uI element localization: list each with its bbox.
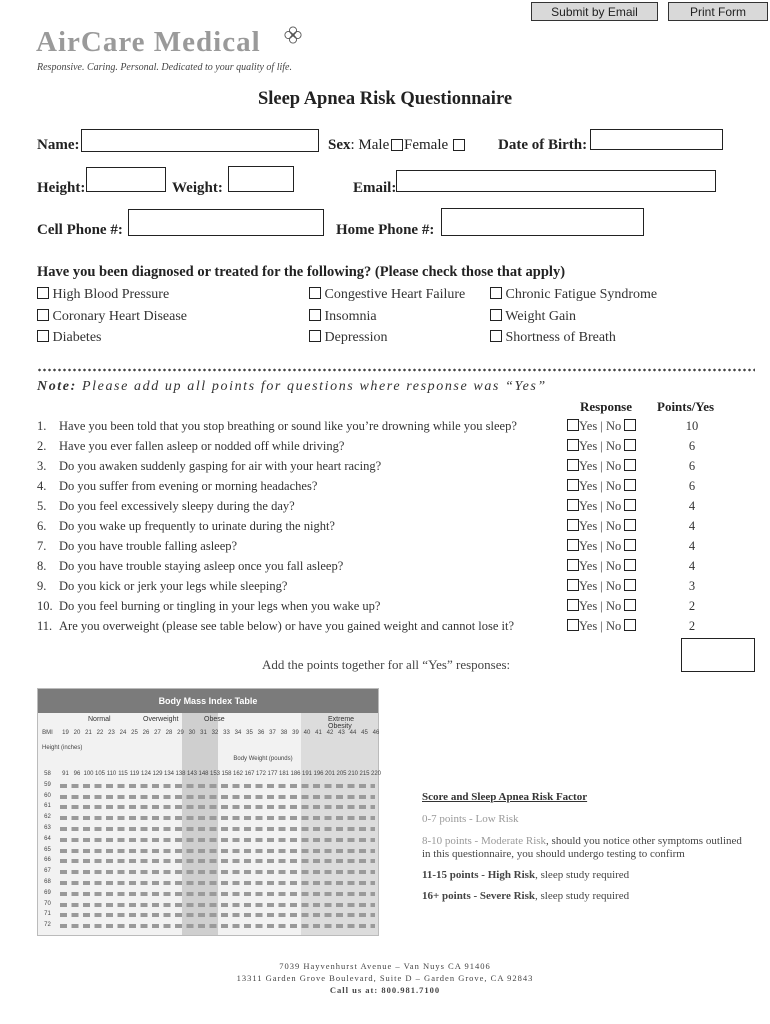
bmi-weight: 196 [313,771,324,777]
bmi-height: 58 [44,771,51,777]
question-number: 10. [37,599,53,613]
question-4-response: Yes | No [567,479,636,494]
question-1 [37,419,517,434]
no-label: No [605,459,622,473]
bmi-value: 34 [234,730,242,736]
home-phone-label: Home Phone #: [336,222,435,238]
bmi-value: 33 [223,730,230,736]
email-label: Email: [353,180,397,196]
bmi-weight-values-blurred [60,816,375,820]
bmi-height: 66 [44,857,51,864]
sex-male-checkbox[interactable] [391,139,403,151]
bmi-value: 39 [292,730,299,736]
bmi-value: 45 [361,730,368,736]
bmi-weight: 105 [94,771,105,777]
bmi-weight-values-blurred [60,838,375,842]
email-input[interactable] [396,170,716,192]
bmi-weight: 201 [324,771,335,777]
condition-insomnia[interactable]: Insomnia [309,309,377,325]
no-label: No [605,419,622,433]
bmi-weight: 129 [152,771,163,777]
question-text: Do you awaken suddenly gasping for air with your heart racing? [59,459,382,473]
question-1-response: Yes | No [567,419,636,434]
bmi-weight-values-blurred [60,784,375,788]
question-1-points: 10 [685,419,699,433]
bmi-height: 70 [44,900,51,907]
bmi-height: 65 [44,846,51,853]
question-6-response: Yes | No [567,519,636,534]
question-number: 8. [37,559,47,573]
checkbox[interactable] [309,309,321,321]
bmi-value: 36 [257,730,265,736]
sex-female-label: Female [404,137,449,153]
question-10 [37,599,380,614]
bmi-height: 59 [44,781,51,788]
question-3-points: 6 [688,459,696,473]
bmi-height: 63 [44,825,51,831]
bmi-weight-values-blurred [60,924,375,928]
bmi-category-overweight: Overweight [143,716,179,723]
bmi-weight: 186 [290,771,301,777]
yes-checkbox[interactable] [567,599,579,611]
bmi-value: 19 [62,730,69,736]
bmi-value: 31 [200,730,207,736]
bmi-weight-values-blurred [60,827,375,831]
yes-checkbox[interactable] [567,619,579,631]
bmi-height: 68 [44,879,51,885]
yes-label: Yes [579,459,598,473]
yes-label: Yes [579,479,598,493]
submit-by-email-button[interactable]: Submit by Email [531,2,658,21]
question-8-points: 4 [688,559,696,573]
bmi-weight: 205 [336,771,347,777]
question-5-points: 4 [688,499,696,513]
no-checkbox[interactable] [624,619,636,631]
question-3 [37,459,381,474]
no-checkbox[interactable] [624,599,636,611]
no-checkbox[interactable] [624,479,636,491]
question-text: Do you feel burning or tingling in your legs when you wake up? [59,599,381,613]
question-10-points: 2 [688,599,696,613]
condition-congestive-heart-failure[interactable]: Congestive Heart Failure [309,287,465,303]
question-text: Do you kick or jerk your legs while sleeping? [59,579,288,593]
no-label: No [605,519,622,533]
question-7-response: Yes | No [567,539,636,554]
bmi-weight: 124 [140,771,151,777]
question-2-points: 6 [688,439,696,453]
bmi-value: 20 [73,730,81,736]
condition-diabetes[interactable]: Diabetes [37,330,101,346]
bmi-height: 64 [44,835,51,842]
brand-logo: AirCare Medical [36,26,261,58]
bmi-value: 40 [303,730,311,736]
bmi-value: 35 [246,730,253,736]
question-number: 6. [37,519,47,533]
yes-label: Yes [579,499,598,513]
no-label: No [605,579,622,593]
no-label: No [605,539,622,553]
question-9 [37,579,287,594]
bmi-value: 32 [211,730,219,736]
footer-address-1: 7039 Hayvenhurst Avenue – Van Nuys CA 91406 [279,961,491,971]
risk-low: 0-7 points - Low Risk [422,813,519,825]
bmi-value: 46 [372,730,380,736]
question-text: Do you suffer from evening or morning headaches? [59,479,318,493]
no-checkbox[interactable] [624,459,636,471]
bmi-height: 62 [44,814,51,821]
footer-address-2: 13311 Garden Grove Boulevard, Suite D – Garden Grove, CA 92843 [236,973,534,983]
height-input[interactable] [86,167,166,192]
yes-label: Yes [579,599,598,613]
bmi-weight-values-blurred [60,849,375,853]
condition-coronary-heart-disease[interactable]: Coronary Heart Disease [37,309,187,325]
checkbox[interactable] [37,287,49,299]
bmi-weight: 153 [209,771,220,777]
bmi-category-obese: Obese [204,716,225,723]
bmi-height: 67 [44,868,51,875]
bmi-weight: 115 [118,771,128,777]
question-text: Do you have trouble falling asleep? [59,539,238,553]
checkbox[interactable] [309,287,321,299]
no-checkbox[interactable] [624,539,636,551]
bmi-weight: 210 [347,771,358,777]
bmi-category-extreme: Extreme Obesity [328,716,355,730]
question-number: 5. [37,499,47,513]
no-label: No [605,619,622,633]
bmi-weight: 172 [255,771,266,777]
yes-label: Yes [579,559,598,573]
yes-checkbox[interactable] [567,439,579,451]
no-checkbox[interactable] [624,579,636,591]
question-2-response: Yes | No [567,439,636,454]
condition-shortness-of-breath[interactable]: Shortness of Breath [490,330,616,346]
bmi-value: 28 [165,730,173,736]
question-7 [37,539,237,554]
weight-label: Weight: [172,180,223,196]
question-number: 1. [37,419,47,433]
question-5-response: Yes | No [567,499,636,514]
question-2 [37,439,344,454]
bmi-weight: 110 [106,771,117,777]
yes-label: Yes [579,519,598,533]
no-label: No [605,499,622,513]
bmi-value: 42 [326,730,334,736]
yes-checkbox[interactable] [567,539,579,551]
total-label: Add the points together for all “Yes” responses: [262,657,511,672]
yes-label: Yes [579,419,598,433]
question-8-response: Yes | No [567,559,636,574]
bmi-value: 37 [269,730,276,736]
checkbox[interactable] [490,309,502,321]
no-label: No [605,479,622,493]
question-6-points: 4 [688,519,696,533]
bmi-value: 25 [131,730,138,736]
question-text: Have you been told that you stop breathing or sound like you’re drowning while you sleep? [59,419,517,433]
no-label: No [605,559,622,573]
risk-severe: 16+ points - Severe Risk, sleep study required [422,890,630,902]
flower-logo-icon [284,26,302,44]
name-input[interactable] [81,129,319,152]
bmi-height: 69 [44,889,51,896]
question-number: 3. [37,459,47,473]
question-9-points: 3 [688,579,696,593]
yes-label: Yes [579,539,598,553]
bmi-weight: 177 [267,771,278,777]
bmi-height: 61 [44,803,51,810]
dob-label: Date of Birth: [498,137,588,153]
no-checkbox[interactable] [624,499,636,511]
question-11-points: 2 [688,619,696,633]
bmi-value: 41 [315,730,322,736]
condition-weight-gain[interactable]: Weight Gain [490,309,576,325]
checkbox[interactable] [490,287,502,299]
yes-label: Yes [579,579,598,593]
total-points-input[interactable] [681,638,755,672]
bmi-weight-values-blurred [60,913,375,917]
bmi-weight: 215 [359,771,370,777]
yes-checkbox[interactable] [567,519,579,531]
note: Note: Please add up all points for questions where response was “Yes” [37,379,547,394]
question-3-response: Yes | No [567,459,636,474]
no-checkbox[interactable] [624,419,636,431]
question-4-points: 6 [688,479,696,493]
bmi-value: 26 [142,730,150,736]
footer-phone: Call us at: 800.981.7100 [329,985,441,995]
print-form-button[interactable]: Print Form [668,2,768,21]
no-label: No [605,439,622,453]
question-number: 7. [37,539,47,553]
sex-female-checkbox[interactable] [453,139,465,151]
cell-phone-label: Cell Phone #: [37,222,123,238]
risk-title: Score and Sleep Apnea Risk Factor [422,791,588,803]
cell-phone-input[interactable] [128,209,324,236]
question-text: Have you ever fallen asleep or nodded off while driving? [59,439,345,453]
no-label: No [605,599,622,613]
yes-label: Yes [579,439,598,453]
question-text: Do you feel excessively sleepy during the day? [59,499,295,513]
points-column-header: Points/Yes [657,399,715,414]
dob-input[interactable] [590,129,723,150]
checkbox[interactable] [37,309,49,321]
question-text: Do you wake up frequently to urinate during the night? [59,519,335,533]
bmi-weight: 119 [129,771,140,777]
bmi-weight: 134 [163,771,174,777]
bmi-value: 27 [154,730,161,736]
bmi-value: 43 [338,730,345,736]
bmi-weight-values-blurred [60,903,375,907]
bmi-value: 44 [349,730,357,736]
question-7-points: 4 [688,539,696,553]
dotted-divider [37,368,755,372]
brand-tagline: Responsive. Caring. Personal. Dedicated to your quality of life. [37,62,292,73]
bmi-height: 60 [44,792,51,799]
question-number: 11. [37,619,53,633]
bmi-value: 24 [119,730,127,736]
bmi-weight: 158 [221,771,232,777]
bmi-weight-values-blurred [60,881,375,885]
page-title: Sleep Apnea Risk Questionnaire [257,89,513,109]
bmi-weight-values-blurred [60,870,375,874]
bmi-weight: 138 [175,771,186,777]
bmi-category-normal: Normal [88,716,111,723]
yes-checkbox[interactable] [567,419,579,431]
checkbox[interactable] [490,330,502,342]
question-11-response: Yes | No [567,619,636,634]
bmi-weight: 220 [370,771,381,777]
no-checkbox[interactable] [624,559,636,571]
home-phone-input[interactable] [441,208,644,236]
bmi-weight-values-blurred [60,892,375,896]
bmi-weight-values-blurred [60,859,375,863]
bmi-weight-values-blurred [60,805,375,809]
conditions-heading: Have you been diagnosed or treated for the following? (Please check those that apply) [37,264,566,280]
bmi-table-title: Body Mass Index Table [38,689,378,713]
weight-input[interactable] [228,166,294,192]
risk-moderate: 8-10 points - Moderate Risk, should you notice other symptoms outlined in this questionnaire, you should undergo testing to confirm [422,835,742,860]
checkbox[interactable] [309,330,321,342]
bmi-weight: 91 [62,771,69,777]
name-label: Name: [37,137,80,153]
bmi-weight: 167 [244,771,255,777]
question-11 [37,619,514,634]
question-6 [37,519,335,534]
question-10-response: Yes | No [567,599,636,614]
question-5 [37,499,295,514]
question-number: 9. [37,579,47,593]
condition-depression[interactable]: Depression [309,330,388,346]
bmi-label: BMI [42,730,53,736]
bmi-weight: 148 [198,771,209,777]
yes-checkbox[interactable] [567,579,579,591]
bmi-height: 72 [44,922,51,929]
checkbox[interactable] [37,330,49,342]
yes-checkbox[interactable] [567,459,579,471]
bmi-value: 29 [177,730,184,736]
bmi-weight: 96 [73,771,81,777]
yes-checkbox[interactable] [567,559,579,571]
question-text: Do you have trouble staying asleep once you fall asleep? [59,559,344,573]
bmi-height: 71 [44,911,51,918]
bmi-table: Body Mass Index Table Normal Overweight Obese Extreme Obesity BMI 19 20 21 22 23 24 25 26 27 28 29 30 31 32 33 34 35 36 37 38 39 40 41 42 43 44 45 46 Height (inches) Body Weight (pounds) 58 91 96 100 105 110 115 119 124 129 134 138 143 148 153 158 162 167 172 177 181 186 191 196 201 205 210 215 220 59 60 61 62 63 64 65 66 67 68 69 70 71 72 [37,688,379,936]
bmi-weight: 181 [278,771,289,777]
height-label: Height: [37,180,86,196]
bmi-value: 23 [108,730,115,736]
condition-chronic-fatigue[interactable]: Chronic Fatigue Syndrome [490,287,657,303]
bmi-value: 38 [280,730,288,736]
question-number: 4. [37,479,47,493]
bmi-value: 30 [188,730,196,736]
risk-high: 11-15 points - High Risk, sleep study required [422,869,630,881]
question-4 [37,479,317,494]
no-checkbox[interactable] [624,439,636,451]
yes-label: Yes [579,619,598,633]
bmi-weight-values-blurred [60,795,375,799]
bmi-value: 22 [96,730,104,736]
bmi-weight: 162 [232,771,243,777]
bmi-weight: 143 [186,771,197,777]
question-number: 2. [37,439,47,453]
bmi-weight: 191 [301,771,312,777]
question-8 [37,559,343,574]
no-checkbox[interactable] [624,519,636,531]
question-9-response: Yes | No [567,579,636,594]
response-column-header: Response [580,399,633,414]
condition-high-blood-pressure[interactable]: High Blood Pressure [37,287,169,303]
yes-checkbox[interactable] [567,479,579,491]
yes-checkbox[interactable] [567,499,579,511]
question-text: Are you overweight (please see table below) or have you gained weight and cannot lose it? [59,619,515,633]
bmi-weight: 100 [83,771,94,777]
bmi-value: 21 [85,730,92,736]
sex-label: Sex: Male [328,137,390,153]
